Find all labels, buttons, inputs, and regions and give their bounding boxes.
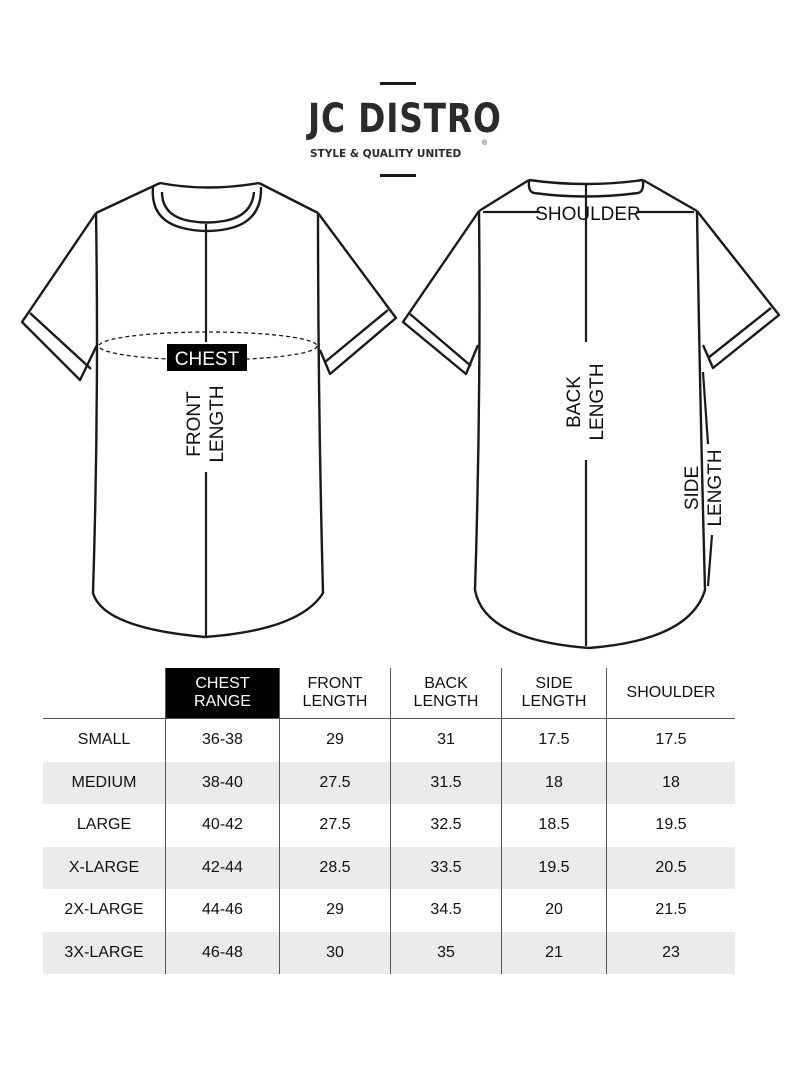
chest-label: CHEST: [174, 349, 240, 370]
brand-logo: [300, 78, 500, 183]
row-chest-range: 44-46: [166, 889, 280, 932]
row-side-length: 21: [502, 932, 607, 975]
row-back-length: 31: [391, 719, 502, 762]
row-side-length: 18: [502, 762, 607, 805]
svg-text:SIDE: SIDE: [682, 465, 703, 511]
row-back-length: 32.5: [391, 804, 502, 847]
table-row: [43, 889, 735, 932]
row-size: LARGE: [76, 816, 132, 834]
row-size: SMALL: [77, 731, 131, 749]
size-chart-table: [43, 668, 735, 974]
row-size: 2X-LARGE: [64, 901, 144, 919]
logo-rule-top: [380, 82, 416, 85]
row-shoulder: 23: [607, 932, 736, 975]
row-size: MEDIUM: [43, 762, 166, 805]
row-shoulder: 21.5: [607, 889, 736, 932]
table-row: [43, 847, 735, 890]
side-length-line-bottom: [708, 535, 712, 586]
row-chest-range: 38-40: [166, 762, 280, 805]
header-shoulder: SHOULDER: [607, 668, 736, 719]
back-length-label: [564, 363, 608, 440]
svg-text:LENGTH: LENGTH: [705, 449, 726, 527]
row-chest-range: 42-44: [166, 847, 280, 890]
row-chest-range: 40-42: [166, 804, 280, 847]
row-front-length: 30: [280, 932, 391, 975]
row-front-length: 29: [280, 719, 391, 762]
header-cell-blank: [43, 668, 166, 719]
svg-text:FRONT: FRONT: [184, 391, 205, 457]
row-front-length: 27.5: [280, 762, 391, 805]
row-side-length: 19.5: [502, 847, 607, 890]
header-chest-range: CHEST RANGE: [166, 668, 280, 719]
row-front-length: 29: [280, 889, 391, 932]
svg-text:LENGTH: LENGTH: [207, 385, 228, 463]
row-side-length: 20: [502, 889, 607, 932]
row-side-length: 17.5: [502, 719, 607, 762]
registered-mark: ®: [482, 140, 488, 147]
brand-name: JC DISTRO: [308, 96, 502, 142]
shoulder-label: SHOULDER: [535, 204, 641, 225]
svg-text:LENGTH: LENGTH: [587, 363, 608, 441]
shirt-measurement-diagram: [0, 170, 800, 660]
svg-text:BACK: BACK: [564, 376, 585, 428]
table-row: [43, 762, 735, 805]
table-row: [43, 804, 735, 847]
row-chest-range: 46-48: [166, 932, 280, 975]
table-row: [43, 932, 735, 975]
header-front-length: FRONT LENGTH: [280, 668, 391, 719]
header-side-length: SIDE LENGTH: [502, 668, 607, 719]
row-back-length: 35: [391, 932, 502, 975]
header-back-length: BACK LENGTH: [391, 668, 502, 719]
row-back-length: 34.5: [391, 889, 502, 932]
side-length-line-top: [703, 372, 708, 444]
row-size: X-LARGE: [43, 847, 166, 890]
row-back-length: 31.5: [391, 762, 502, 805]
table-header-row: [43, 668, 735, 719]
row-front-length: 28.5: [280, 847, 391, 890]
table-row: [43, 719, 735, 762]
row-side-length: 18.5: [502, 804, 607, 847]
row-shoulder: 17.5: [607, 719, 736, 762]
front-length-label: [184, 385, 228, 462]
brand-tagline: STYLE & QUALITY UNITED: [310, 148, 462, 160]
row-front-length: 27.5: [280, 804, 391, 847]
row-chest-range: 36-38: [166, 719, 280, 762]
row-size: 3X-LARGE: [43, 932, 166, 975]
row-shoulder: 18: [607, 762, 736, 805]
row-shoulder: 20.5: [607, 847, 736, 890]
row-back-length: 33.5: [391, 847, 502, 890]
row-shoulder: 19.5: [607, 804, 736, 847]
